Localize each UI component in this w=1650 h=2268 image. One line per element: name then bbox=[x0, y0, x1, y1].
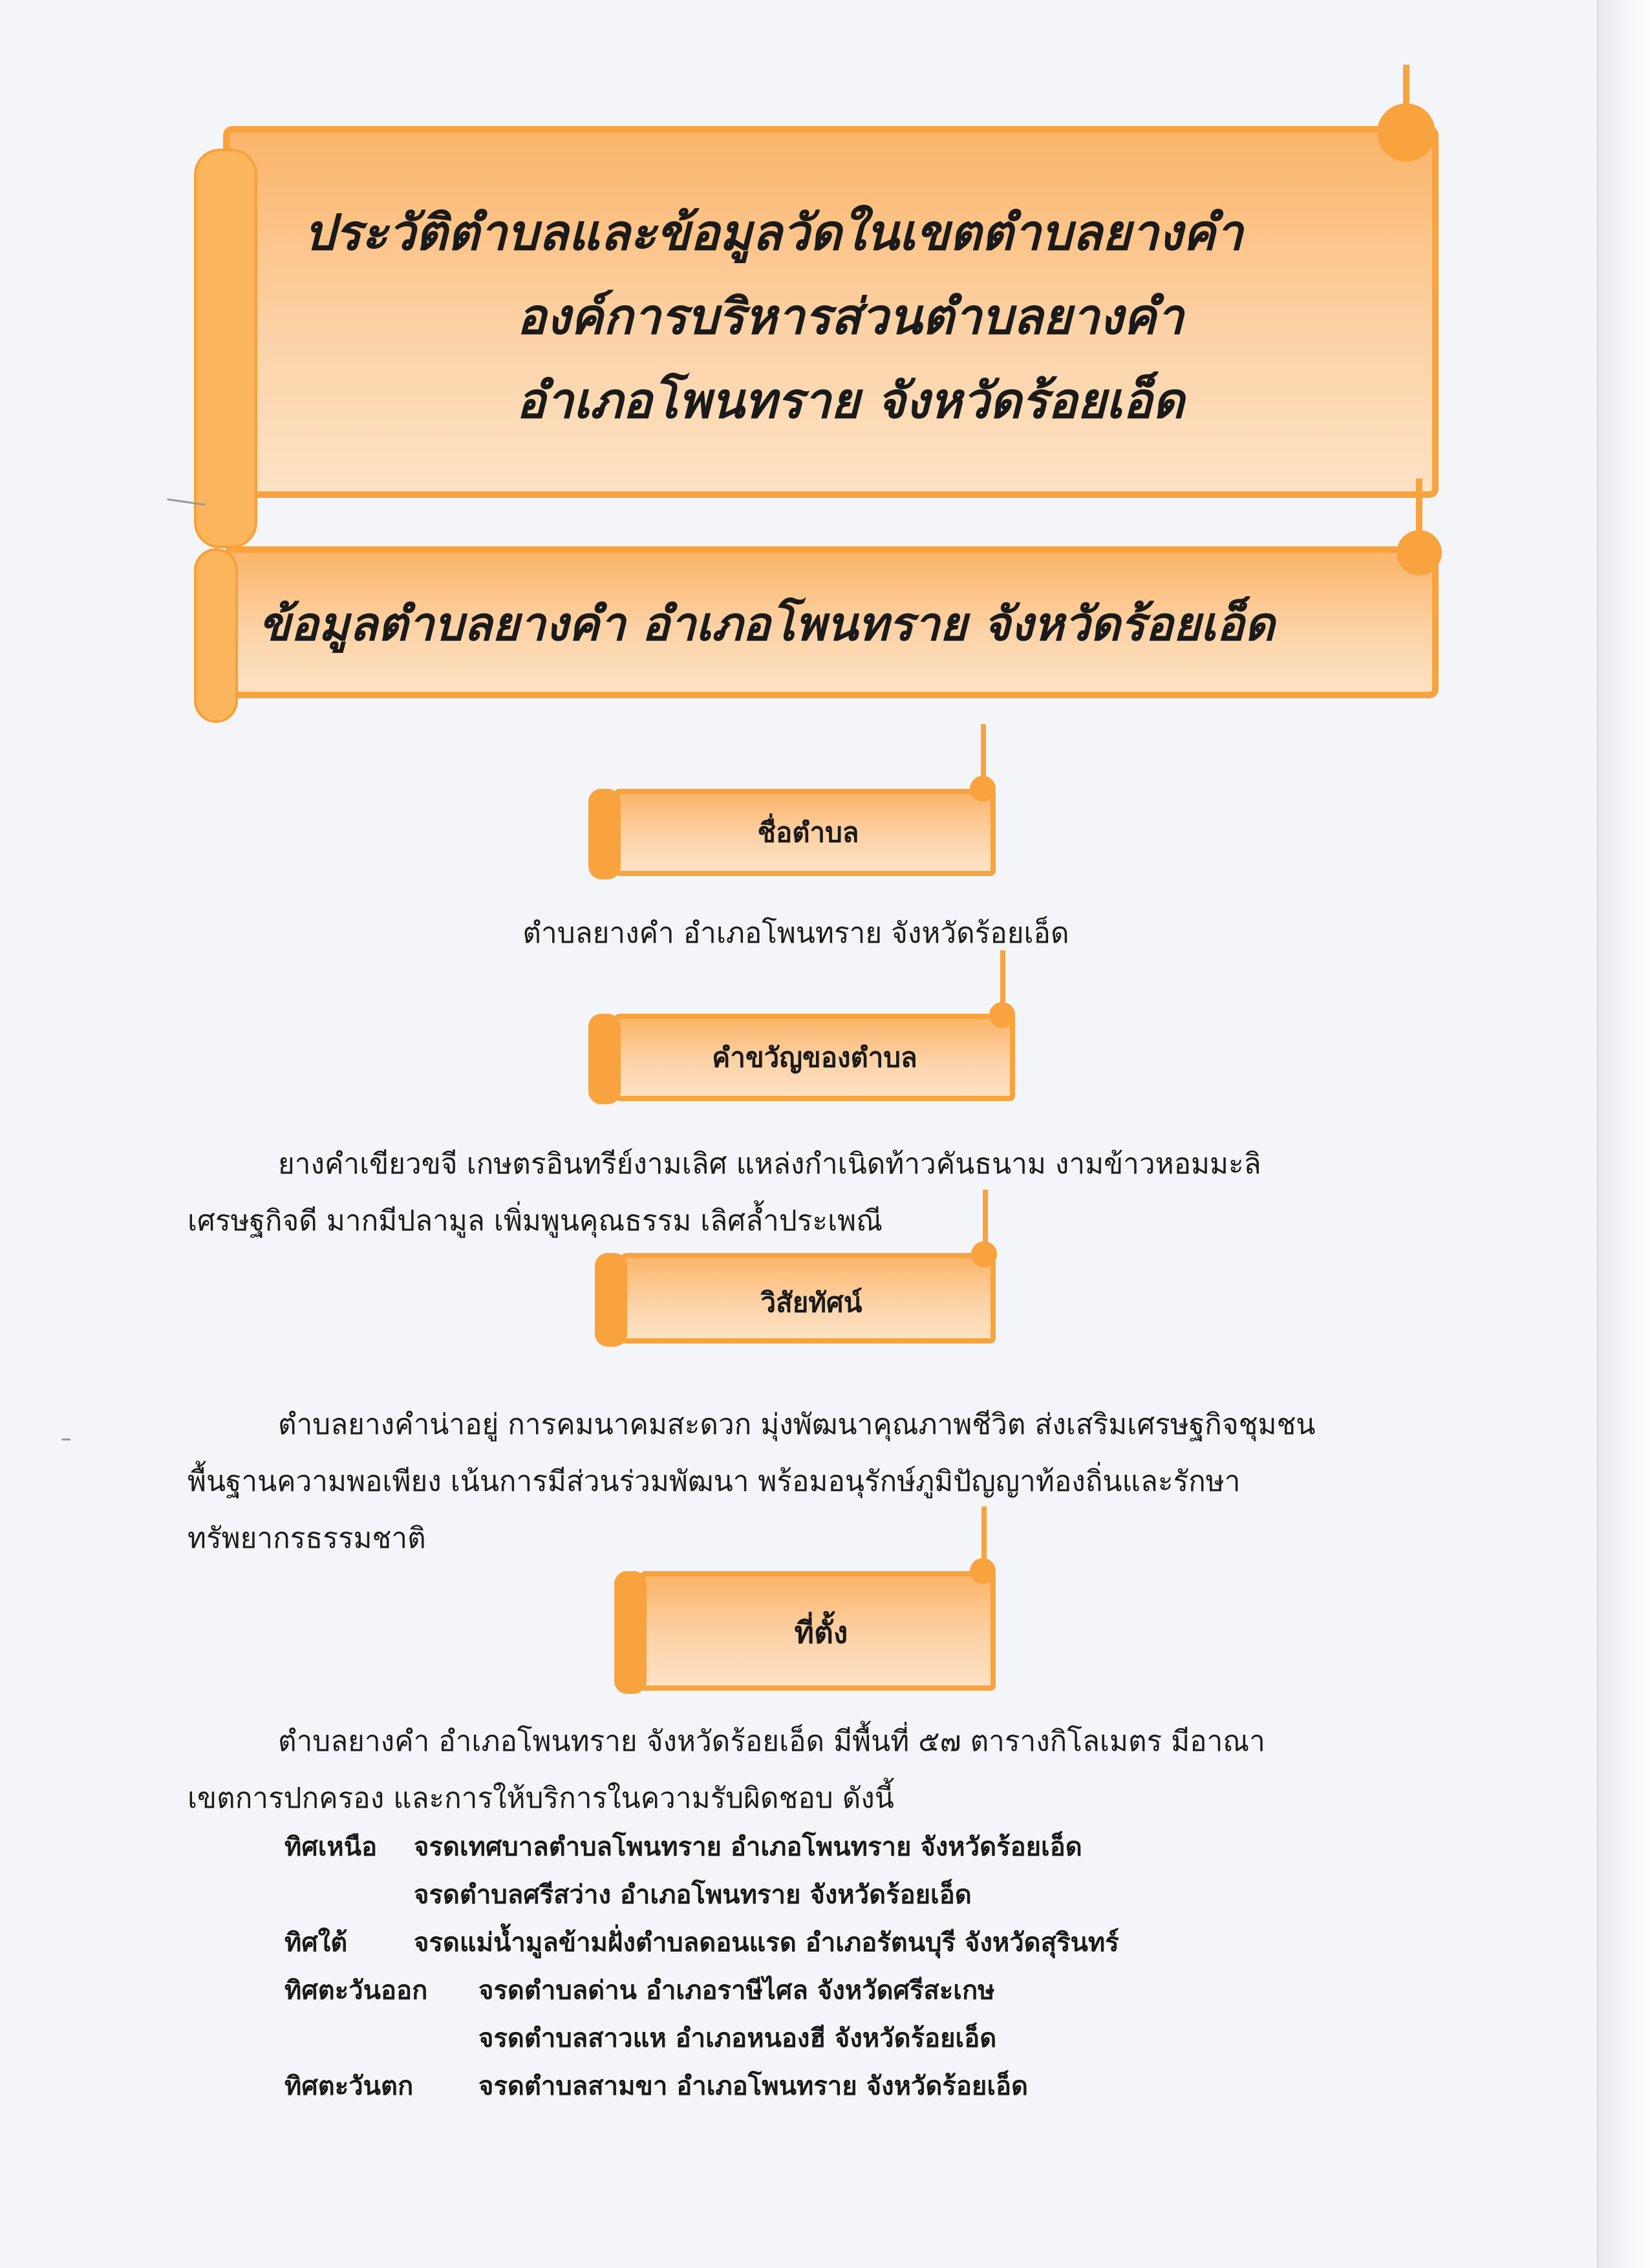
document-title-line-1: ประวัติตำบลและข้อมูลวัดในเขตตำบลยางคำ bbox=[304, 204, 1243, 261]
location-line-2: เขตการปกครอง และการให้บริการในความรับผิดชอบ ดังนี้ bbox=[188, 1782, 894, 1815]
section-banner-motto bbox=[588, 950, 1015, 1106]
section-heading: ที่ตั้ง bbox=[794, 1615, 848, 1650]
boundary-direction: ทิศตะวันตก bbox=[284, 2071, 414, 2101]
boundary-description: จรดตำบลสาวแห อำเภอหนองฮี จังหวัดร้อยเอ็ด bbox=[478, 2024, 997, 2053]
page-edge bbox=[1597, 0, 1650, 2268]
scroll-curl bbox=[1397, 530, 1442, 575]
boundary-direction: ทิศใต้ bbox=[284, 1928, 348, 1958]
boundary-description: จรดตำบลศรีสว่าง อำเภอโพนทราย จังหวัดร้อยเอ็ด bbox=[414, 1880, 972, 1910]
scroll-curl bbox=[970, 776, 996, 802]
vision-line-3: ทรัพยากรธรรมชาติ bbox=[188, 1522, 426, 1555]
motto-line-2: เศรษฐกิจดี มากมีปลามูล เพิ่มพูนคุณธรรม เลิศล้ำประเพณี bbox=[188, 1204, 883, 1237]
boundary-description: จรดเทศบาลตำบลโพนทราย อำเภอโพนทราย จังหวัดร้อยเอ็ด bbox=[414, 1832, 1082, 1862]
scan-speck bbox=[61, 1439, 70, 1440]
document-title-line-3: อำเภอโพนทราย จังหวัดร้อยเอ็ด bbox=[516, 372, 1184, 429]
section-banner-name bbox=[588, 724, 1002, 883]
section-banner-vision bbox=[595, 1190, 1002, 1348]
boundary-direction: ทิศเหนือ bbox=[284, 1832, 378, 1862]
subtitle-banner bbox=[194, 478, 1442, 718]
title-banner bbox=[194, 65, 1442, 485]
motto-line-1: ยางคำเขียวขจี เกษตรอินทรีย์งามเลิศ แหล่งกำเนิดท้าวคันธนาม งามข้าวหอมมะลิ bbox=[278, 1148, 1261, 1181]
section-heading: คำขวัญของตำบล bbox=[712, 1042, 917, 1073]
vision-line-2: พื้นฐานความพอเพียง เน้นการมีส่วนร่วมพัฒนา พร้อมอนุรักษ์ภูมิปัญญาท้องถิ่นและรักษา bbox=[188, 1465, 1241, 1498]
scroll-rod bbox=[194, 548, 238, 723]
scroll-curl bbox=[970, 1558, 996, 1584]
document-subtitle: ข้อมูลตำบลยางคำ อำเภอโพนทราย จังหวัดร้อยเอ็ด bbox=[259, 597, 1275, 651]
boundary-direction: ทิศตะวันออก bbox=[284, 1976, 428, 2006]
document-title-line-2: องค์การบริหารส่วนตำบลยางคำ bbox=[517, 288, 1184, 345]
section-banner-location bbox=[614, 1506, 1002, 1700]
boundary-description: จรดตำบลด่าน อำเภอราษีไศล จังหวัดศรีสะเกษ bbox=[478, 1976, 995, 2006]
section-heading: ชื่อตำบล bbox=[757, 817, 859, 848]
section-heading: วิสัยทัศน์ bbox=[760, 1287, 862, 1318]
scroll-curl bbox=[989, 1002, 1015, 1028]
scroll-curl bbox=[971, 1241, 997, 1267]
scroll-curl bbox=[1377, 103, 1435, 162]
location-line-1: ตำบลยางคำ อำเภอโพนทราย จังหวัดร้อยเอ็ด มีพื้นที่ ๕๗ ตารางกิโลเมตร มีอาณา bbox=[278, 1725, 1265, 1758]
boundary-description: จรดแม่น้ำมูลข้ามฝั่งตำบลดอนแรด อำเภอรัตนบุรี จังหวัดสุรินทร์ bbox=[414, 1928, 1119, 1958]
boundary-description: จรดตำบลสามขา อำเภอโพนทราย จังหวัดร้อยเอ็ด bbox=[478, 2071, 1029, 2101]
vision-line-1: ตำบลยางคำน่าอยู่ การคมนาคมสะดวก มุ่งพัฒนาคุณภาพชีวิต ส่งเสริมเศรษฐกิจชุมชน bbox=[278, 1408, 1316, 1441]
subdistrict-name-text: ตำบลยางคำ อำเภอโพนทราย จังหวัดร้อยเอ็ด bbox=[522, 917, 1069, 950]
